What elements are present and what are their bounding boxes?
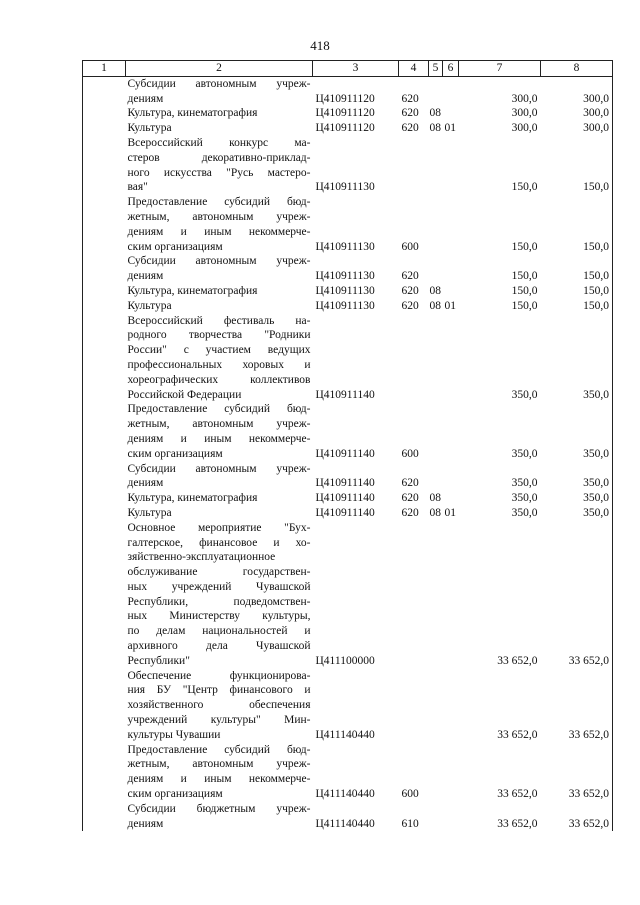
target-code-cell: Ц411140440 <box>315 817 375 830</box>
item-name-line: дениям <box>127 817 164 830</box>
amount-cell-col8: 150,0 <box>541 136 613 195</box>
budget-table <box>82 60 613 831</box>
section-cell <box>429 195 443 254</box>
target-code-cell: Ц410911140 <box>315 388 375 401</box>
row-number-cell <box>83 491 126 506</box>
item-name-line: Предоставление субсидий бюд- <box>127 403 311 416</box>
row-number-cell <box>83 521 126 669</box>
expense-type-cell <box>399 314 429 403</box>
item-name-line: дениям и иным некоммерче- <box>127 432 311 445</box>
item-name-cell <box>126 743 313 802</box>
table-row <box>83 106 613 121</box>
item-name-line: учреждений культуры" Мин- <box>127 714 311 727</box>
amount-cell-col8: 33 652,0 <box>541 743 613 802</box>
item-name-line: галтерское, финансовое и хо- <box>127 536 311 549</box>
target-code-cell: Ц410911140 <box>315 447 375 460</box>
item-name-cell <box>126 506 313 521</box>
amount-cell-col8: 150,0 <box>541 299 613 314</box>
item-name-line: Субсидии автономным учреж- <box>127 255 311 268</box>
header-cell: 7 <box>459 61 541 77</box>
item-name-line: дениям и иным некоммерче- <box>127 225 311 238</box>
amount-cell-col8: 33 652,0 <box>541 521 613 669</box>
table-row <box>83 669 613 743</box>
header-cell: 5 <box>429 61 443 77</box>
item-name-line: жетным, автономным учреж- <box>127 758 311 771</box>
header-cell: 4 <box>399 61 429 77</box>
item-name-line: вая" <box>127 181 148 194</box>
amount-cell-col8: 350,0 <box>541 506 613 521</box>
expense-type-cell: 620 <box>401 92 419 105</box>
section-cell: 08 <box>429 122 441 135</box>
amount-cell-col8: 300,0 <box>541 106 613 121</box>
table-row <box>83 314 613 403</box>
amount-cell-col7: 150,0 <box>511 181 538 194</box>
expense-type-cell: 620 <box>401 477 419 490</box>
target-code-cell: Ц410911130 <box>315 270 375 283</box>
item-name-line: Республики, подведомствен- <box>127 595 311 608</box>
item-name-cell <box>126 521 313 669</box>
amount-cell-col7: 150,0 <box>511 284 538 297</box>
subsection-cell <box>443 314 459 403</box>
item-name-line: дениям <box>127 270 164 283</box>
expense-type-cell: 620 <box>401 270 419 283</box>
item-name-line: Культура <box>127 122 172 135</box>
target-code-cell: Ц410911140 <box>315 506 375 519</box>
item-name-line: Обеспечение функционирова- <box>127 669 311 682</box>
target-code-cell: Ц410911130 <box>315 240 375 253</box>
item-name-cell <box>126 669 313 743</box>
item-name-line: культуры Чувашии <box>127 728 221 741</box>
subsection-cell <box>443 402 459 461</box>
header-cell: 1 <box>83 61 126 77</box>
header-cell: 6 <box>443 61 459 77</box>
amount-cell-col8: 33 652,0 <box>541 669 613 743</box>
section-cell <box>429 314 443 403</box>
row-number-cell <box>83 299 126 314</box>
item-name-line: Культура <box>127 299 172 312</box>
row-number-cell <box>83 402 126 461</box>
subsection-cell <box>443 76 459 106</box>
item-name-line: Культура, кинематография <box>127 492 258 505</box>
section-cell <box>429 802 443 832</box>
item-name-line: архивного дела Чувашской <box>127 640 311 653</box>
subsection-cell <box>443 284 459 299</box>
row-number-cell <box>83 106 126 121</box>
item-name-line: ским организациям <box>127 447 223 460</box>
amount-cell-col8: 350,0 <box>541 402 613 461</box>
table-row <box>83 462 613 492</box>
subsection-cell <box>443 491 459 506</box>
item-name-line: Всероссийский конкурс ма- <box>127 136 311 149</box>
amount-cell-col8: 350,0 <box>541 314 613 403</box>
item-name-line: ных Министерству культуры, <box>127 610 311 623</box>
amount-cell-col8: 150,0 <box>541 195 613 254</box>
table-row <box>83 802 613 832</box>
section-cell: 08 <box>429 506 441 519</box>
item-name-line: хозяйственного обеспечения <box>127 699 311 712</box>
section-cell <box>429 136 443 195</box>
amount-cell-col8: 150,0 <box>541 254 613 284</box>
subsection-cell <box>443 669 459 743</box>
expense-type-cell <box>399 669 429 743</box>
item-name-line: России" с участием ведущих <box>127 344 311 357</box>
header-cell: 2 <box>126 61 313 77</box>
table-row <box>83 195 613 254</box>
amount-cell-col8: 33 652,0 <box>541 802 613 832</box>
expense-type-cell <box>399 136 429 195</box>
item-name-line: Субсидии бюджетным учреж- <box>127 802 311 815</box>
table-row <box>83 299 613 314</box>
section-cell: 08 <box>429 492 441 505</box>
header-cell: 3 <box>313 61 399 77</box>
row-number-cell <box>83 136 126 195</box>
expense-type-cell: 610 <box>401 817 419 830</box>
item-name-line: дениям <box>127 477 164 490</box>
item-name-cell <box>126 462 313 492</box>
item-name-line: ных учреждений Чувашской <box>127 580 311 593</box>
expense-type-cell: 620 <box>401 107 419 120</box>
subsection-cell: 01 <box>444 506 456 519</box>
header-cell: 8 <box>541 61 613 77</box>
table-row <box>83 402 613 461</box>
item-name-line: Культура, кинематография <box>127 284 258 297</box>
amount-cell-col7: 350,0 <box>511 477 538 490</box>
item-name-line: по делам национальностей и <box>127 625 311 638</box>
amount-cell-col7: 33 652,0 <box>497 788 538 801</box>
item-name-line: Основное мероприятие "Бух- <box>127 521 311 534</box>
row-number-cell <box>83 462 126 492</box>
amount-cell-col7: 150,0 <box>511 299 538 312</box>
target-code-cell: Ц410911120 <box>315 107 375 120</box>
row-number-cell <box>83 76 126 106</box>
row-number-cell <box>83 802 126 832</box>
item-name-line: Культура <box>127 506 172 519</box>
target-code-cell: Ц411140440 <box>315 788 375 801</box>
amount-cell-col8: 300,0 <box>541 121 613 136</box>
expense-type-cell: 600 <box>401 447 419 460</box>
item-name-line: жетным, автономным учреж- <box>127 418 311 431</box>
subsection-cell: 01 <box>444 299 456 312</box>
item-name-cell <box>126 314 313 403</box>
item-name-line: ния БУ "Центр финансового и <box>127 684 311 697</box>
item-name-cell <box>126 195 313 254</box>
target-code-cell: Ц410911140 <box>315 492 375 505</box>
target-code-cell: Ц410911130 <box>315 284 375 297</box>
expense-type-cell: 620 <box>401 284 419 297</box>
amount-cell-col7: 300,0 <box>511 92 538 105</box>
subsection-cell: 01 <box>444 122 456 135</box>
row-number-cell <box>83 743 126 802</box>
expense-type-cell: 620 <box>401 122 419 135</box>
row-number-cell <box>83 284 126 299</box>
section-cell <box>429 521 443 669</box>
amount-cell-col8: 300,0 <box>541 76 613 106</box>
item-name-cell <box>126 106 313 121</box>
table-row <box>83 284 613 299</box>
subsection-cell <box>443 254 459 284</box>
row-number-cell <box>83 254 126 284</box>
section-cell: 08 <box>429 284 441 297</box>
target-code-cell: Ц411100000 <box>315 654 375 667</box>
item-name-line: Культура, кинематография <box>127 107 258 120</box>
item-name-cell <box>126 284 313 299</box>
page-number: 418 <box>310 38 330 53</box>
amount-cell-col7: 150,0 <box>511 270 538 283</box>
amount-cell-col7: 350,0 <box>511 447 538 460</box>
section-cell <box>429 254 443 284</box>
amount-cell-col7: 350,0 <box>511 506 538 519</box>
column-number-header <box>83 61 613 77</box>
table-row <box>83 743 613 802</box>
item-name-line: Предоставление субсидий бюд- <box>127 743 311 756</box>
section-cell <box>429 669 443 743</box>
item-name-line: профессиональных хоровых и <box>127 358 311 371</box>
subsection-cell <box>443 743 459 802</box>
table-row <box>83 121 613 136</box>
expense-type-cell: 600 <box>401 240 419 253</box>
item-name-cell <box>126 299 313 314</box>
row-number-cell <box>83 195 126 254</box>
row-number-cell <box>83 669 126 743</box>
row-number-cell <box>83 506 126 521</box>
item-name-line: ским организациям <box>127 240 223 253</box>
section-cell <box>429 743 443 802</box>
amount-cell-col7: 33 652,0 <box>497 817 538 830</box>
item-name-cell <box>126 121 313 136</box>
item-name-line: зяйственно-эксплуатационное <box>127 551 276 564</box>
amount-cell-col8: 350,0 <box>541 462 613 492</box>
amount-cell-col7: 33 652,0 <box>497 728 538 741</box>
row-number-cell <box>83 121 126 136</box>
amount-cell-col8: 350,0 <box>541 491 613 506</box>
item-name-line: хореографических коллективов <box>127 373 311 386</box>
table-row <box>83 76 613 106</box>
item-name-line: Республики" <box>127 654 190 667</box>
item-name-line: Субсидии автономным учреж- <box>127 77 311 90</box>
section-cell <box>429 402 443 461</box>
row-number-cell <box>83 314 126 403</box>
subsection-cell <box>443 802 459 832</box>
target-code-cell: Ц410911130 <box>315 299 375 312</box>
section-cell: 08 <box>429 107 441 120</box>
expense-type-cell: 620 <box>401 299 419 312</box>
item-name-cell <box>126 802 313 832</box>
amount-cell-col8: 150,0 <box>541 284 613 299</box>
table-row <box>83 521 613 669</box>
section-cell <box>429 462 443 492</box>
item-name-line: дениям и иным некоммерче- <box>127 773 311 786</box>
item-name-line: родного творчества "Родники <box>127 329 311 342</box>
item-name-line: ного искусства "Русь мастеро- <box>127 166 311 179</box>
item-name-line: дениям <box>127 92 164 105</box>
expense-type-cell: 600 <box>401 788 419 801</box>
table-row <box>83 491 613 506</box>
subsection-cell <box>443 462 459 492</box>
amount-cell-col7: 300,0 <box>511 107 538 120</box>
table-row <box>83 136 613 195</box>
item-name-line: ским организациям <box>127 788 223 801</box>
expense-type-cell <box>399 521 429 669</box>
item-name-line: Всероссийский фестиваль на- <box>127 314 311 327</box>
subsection-cell <box>443 521 459 669</box>
item-name-cell <box>126 136 313 195</box>
target-code-cell: Ц410911120 <box>315 122 375 135</box>
item-name-line: обслуживание государствен- <box>127 566 311 579</box>
expense-type-cell: 620 <box>401 506 419 519</box>
item-name-cell <box>126 491 313 506</box>
target-code-cell: Ц410911140 <box>315 477 375 490</box>
expense-type-cell: 620 <box>401 492 419 505</box>
item-name-line: Субсидии автономным учреж- <box>127 462 311 475</box>
subsection-cell <box>443 195 459 254</box>
target-code-cell: Ц411140440 <box>315 728 375 741</box>
section-cell <box>429 76 443 106</box>
item-name-cell <box>126 402 313 461</box>
table-row <box>83 506 613 521</box>
subsection-cell <box>443 136 459 195</box>
amount-cell-col7: 33 652,0 <box>497 654 538 667</box>
item-name-line: Предоставление субсидий бюд- <box>127 196 311 209</box>
item-name-line: жетным, автономным учреж- <box>127 210 311 223</box>
amount-cell-col7: 150,0 <box>511 240 538 253</box>
item-name-line: Российской Федерации <box>127 388 242 401</box>
amount-cell-col7: 300,0 <box>511 122 538 135</box>
table-row <box>83 254 613 284</box>
section-cell: 08 <box>429 299 441 312</box>
amount-cell-col7: 350,0 <box>511 492 538 505</box>
item-name-cell <box>126 254 313 284</box>
item-name-cell <box>126 76 313 106</box>
amount-cell-col7: 350,0 <box>511 388 538 401</box>
subsection-cell <box>443 106 459 121</box>
target-code-cell: Ц410911120 <box>315 92 375 105</box>
target-code-cell: Ц410911130 <box>315 181 375 194</box>
item-name-line: стеров декоративно-приклад- <box>127 151 311 164</box>
